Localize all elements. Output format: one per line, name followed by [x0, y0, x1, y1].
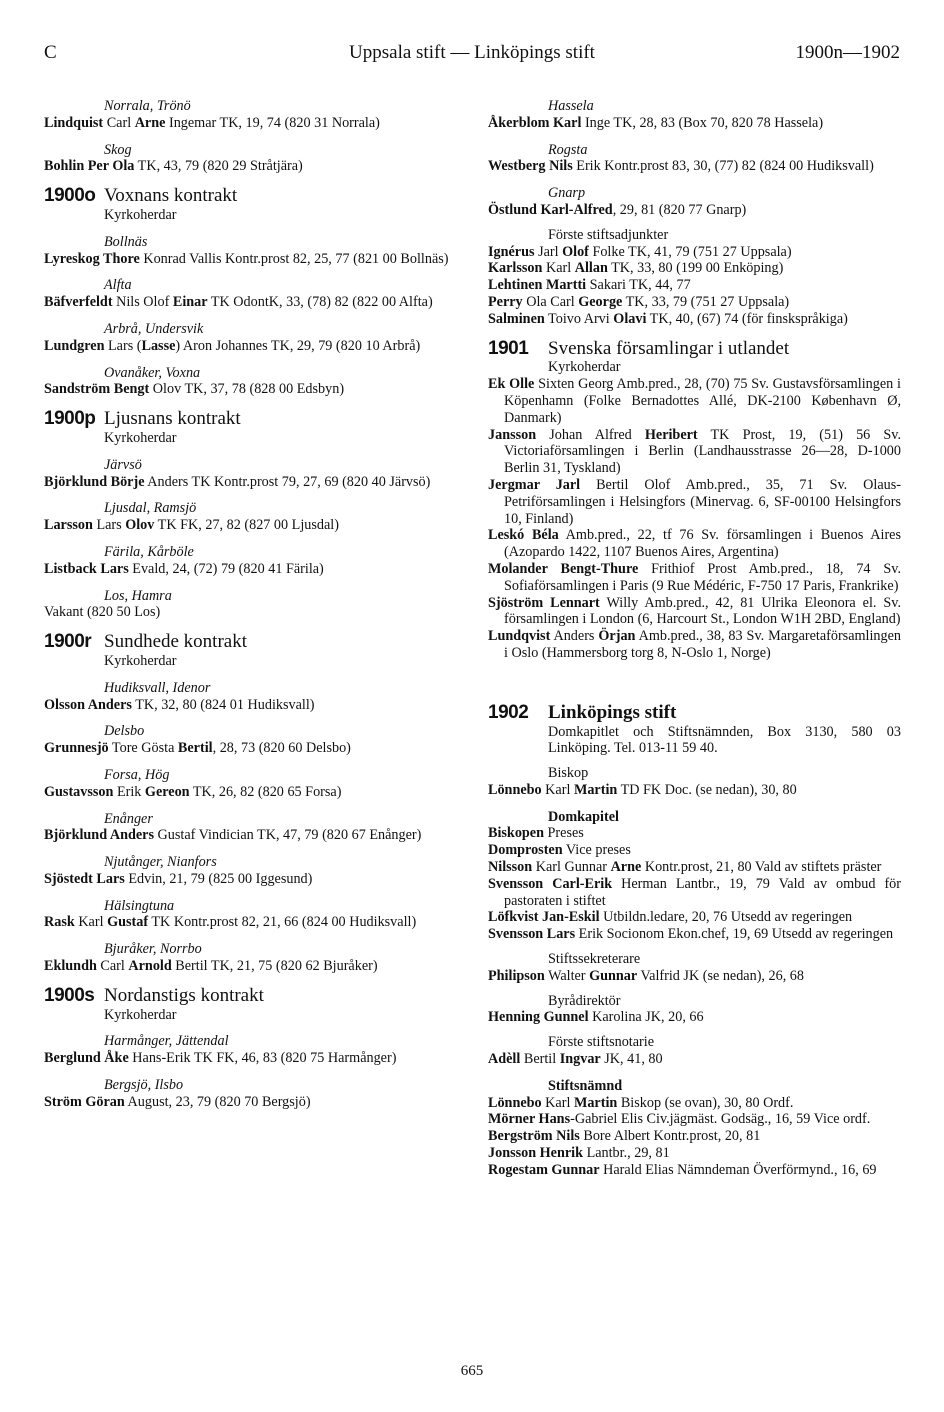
- name-bold: Lönnebo: [488, 781, 542, 798]
- domkapitel-entry: [488, 842, 901, 859]
- entry-text: TK OdontK, 33, (78) 82 (822 00 Alfta): [207, 294, 433, 311]
- name-bold: Listback Lars: [44, 560, 129, 577]
- name-bold: Arne: [134, 114, 166, 131]
- entry-text: Karl: [74, 914, 108, 931]
- section-subtitle: Kyrkoherdar: [104, 652, 177, 669]
- name-bold: Jansson: [488, 426, 537, 443]
- clergy-entry: [44, 958, 456, 975]
- clergy-entry: [488, 527, 901, 561]
- clergy-entry: [44, 517, 456, 534]
- name-bold: Salminen: [488, 310, 545, 327]
- page-number: 665: [460, 1363, 484, 1379]
- entry-text: Kontr.prost, 21, 80 Vald av stiftets präster: [641, 859, 882, 876]
- name-bold: Philipson: [488, 967, 545, 984]
- entry-text: TK FK, 27, 82 (827 00 Ljusdal): [154, 517, 339, 534]
- name-bold: Lehtinen Martti: [488, 277, 587, 294]
- parish-location: Ljusdal, Ramsjö: [104, 500, 197, 517]
- namnd-entry: [488, 1111, 901, 1128]
- entry-text: TK, 33, 79 (751 27 Uppsala): [622, 293, 790, 310]
- parish-location: Alfta: [104, 277, 132, 294]
- name-bold: Örjan: [598, 628, 636, 645]
- domkapitel-entry: [488, 859, 901, 876]
- clergy-entry: [488, 158, 901, 175]
- section-title: Svenska församlingar i utlandet: [548, 337, 790, 359]
- entry-text: Erik Socionom Ekon.chef, 19, 69 Utsedd av regeringen: [575, 926, 894, 943]
- entry-text: Preses: [544, 825, 584, 842]
- entry-text: , 28, 73 (820 60 Delsbo): [212, 740, 351, 757]
- name-bold: Bäfverfeldt: [44, 294, 113, 311]
- entry-text: JK, 41, 80: [600, 1051, 663, 1068]
- entry-text: Walter: [544, 967, 590, 984]
- entry-text: Olov TK, 37, 78 (828 00 Edsbyn): [149, 381, 345, 398]
- section-subtitle: Kyrkoherdar: [548, 359, 621, 376]
- entry-text: TK Kontr.prost 82, 21, 66 (824 00 Hudiksvall): [148, 914, 417, 931]
- entry-text: Karl: [541, 781, 574, 798]
- clergy-entry: [44, 474, 456, 491]
- section-heading: [44, 984, 456, 1006]
- entry-text: Folke TK, 41, 79 (751 27 Uppsala): [588, 243, 792, 260]
- entry-text: Bertil Olof Amb.pred., 35, 71 Sv. Olaus-Petriförsamlingen i Helsingfors (Minervag. 6, SF-00100 Helsingfors 10, Finland): [504, 476, 901, 527]
- left-column: [44, 98, 456, 1111]
- clergy-entry: [44, 1094, 456, 1111]
- clergy-entry: [488, 561, 901, 595]
- adjunkt-entry: [488, 244, 901, 261]
- entry-text: Amb.pred., 22, tf 76 Sv. församlingen i Buenos Aires (Azopardo 1422, 1107 Buenos Aires, Argentina): [504, 527, 901, 561]
- clergy-entry: [44, 381, 456, 398]
- parish-location: Hassela: [548, 98, 594, 114]
- entry-text: TK, 26, 82 (820 65 Forsa): [189, 783, 342, 800]
- section-title: Ljusnans kontrakt: [104, 408, 241, 430]
- clergy-entry: [44, 338, 456, 355]
- header-center: Uppsala stift — Linköpings stift: [349, 42, 595, 63]
- entry-text: Gustaf Vindician TK, 47, 79 (820 67 Enånger): [154, 827, 422, 844]
- name-bold: Molander Bengt-Thure: [488, 560, 639, 577]
- name-bold: Olov: [125, 517, 155, 534]
- entry-text: Willy Amb.pred., 42, 81 Ulrika Eleonora el. Sv. församlingen i London (6, Harcourt St., London W1H 2BD, England): [504, 594, 901, 628]
- adjunkt-entry: [488, 311, 901, 328]
- parish-location: Forsa, Hög: [104, 766, 170, 783]
- sekr-entry: [488, 968, 901, 985]
- clergy-entry: [44, 827, 456, 844]
- clergy-entry: [44, 1050, 456, 1067]
- name-bold: Åkerblom Karl: [488, 114, 582, 131]
- parish-location: Bergsjö, Ilsbo: [104, 1077, 184, 1094]
- entry-text: Karl: [542, 260, 575, 277]
- entry-text: -Gabriel Elis Civ.jägmäst. Godsäg., 16, 59 Vice ordf.: [570, 1111, 871, 1128]
- entry-text: Tore Gösta: [108, 740, 178, 757]
- section-number: 1900r: [44, 631, 92, 653]
- section-title: Sundhede kontrakt: [104, 631, 248, 653]
- entry-text: Bore Albert Kontr.prost, 20, 81: [579, 1128, 761, 1145]
- entry-text: Utbildn.ledare, 20, 76 Utsedd av regeringen: [599, 909, 853, 926]
- parish-location: Gnarp: [548, 185, 586, 202]
- clergy-entry: [488, 115, 901, 132]
- name-bold: Rogestam Gunnar: [488, 1161, 600, 1178]
- name-bold: Larsson: [44, 517, 93, 534]
- clergy-entry: [44, 740, 456, 757]
- entry-text: Carl: [96, 958, 129, 975]
- entry-text: Konrad Vallis Kontr.prost 82, 25, 77 (821 00 Bollnäs): [139, 250, 449, 267]
- adjunkt-entry: [488, 260, 901, 277]
- entry-text: Hans-Erik TK FK, 46, 83 (820 75 Harmånger): [128, 1050, 397, 1067]
- name-bold: Björklund Börje: [44, 473, 145, 490]
- parish-location: Norrala, Trönö: [104, 98, 191, 114]
- clergy-entry: [44, 784, 456, 801]
- name-bold: Karlsson: [488, 260, 543, 277]
- name-bold: Lundgren: [44, 337, 105, 354]
- biskop-entry: [488, 782, 901, 799]
- domkapitel-entry: [488, 909, 901, 926]
- biskop-label: Biskop: [548, 765, 589, 782]
- entry-text: Nils Olof: [112, 294, 173, 311]
- entry-text: Johan Alfred: [536, 426, 645, 443]
- entry-text: Vice preses: [562, 842, 631, 859]
- name-bold: Berglund Åke: [44, 1050, 129, 1067]
- entry-text: Edvin, 21, 79 (825 00 Iggesund): [124, 870, 313, 887]
- entry-text: Jarl: [534, 243, 563, 260]
- clergy-entry: [44, 871, 456, 888]
- entry-text: Anders TK Kontr.prost 79, 27, 69 (820 40 Järvsö): [144, 473, 431, 490]
- name-bold: Sjöström Lennart: [488, 594, 600, 611]
- clergy-entry: [44, 561, 456, 578]
- name-bold: Ingvar: [559, 1051, 601, 1068]
- clergy-entry: [44, 914, 456, 931]
- entry-text: Inge TK, 28, 83 (Box 70, 820 78 Hassela): [581, 114, 824, 131]
- entry-text: TD FK Doc. (se nedan), 30, 80: [617, 781, 797, 798]
- name-bold: Gereon: [144, 783, 190, 800]
- name-bold: Svensson Carl-Erik: [488, 875, 613, 892]
- adjunkt-entry: [488, 294, 901, 311]
- section-number: 1900p: [44, 408, 96, 430]
- domkapitel-entry: [488, 876, 901, 910]
- entry-text: Biskop (se ovan), 30, 80 Ordf.: [617, 1094, 794, 1111]
- entry-text: Valfrid JK (se nedan), 26, 68: [637, 967, 804, 984]
- name-bold: Nilsson: [488, 859, 533, 876]
- entry-text: Karl Gunnar: [532, 859, 611, 876]
- name-bold: Jergmar Jarl: [488, 476, 581, 493]
- name-bold: Bohlin Per Ola: [44, 158, 135, 175]
- sekr-label: Stiftssekreterare: [548, 951, 641, 968]
- entry-text: Ola Carl: [522, 293, 579, 310]
- clergy-entry: [488, 595, 901, 629]
- parish-location: Skog: [104, 141, 132, 158]
- entry-text: Lars: [92, 517, 126, 534]
- section-number: 1900o: [44, 185, 96, 207]
- name-bold: Perry: [488, 293, 523, 310]
- section-heading: [44, 631, 456, 653]
- section-title: Voxnans kontrakt: [104, 185, 238, 207]
- clergy-entry: [488, 628, 901, 662]
- name-bold: Domprosten: [488, 842, 563, 859]
- parish-location: Bollnäs: [104, 233, 148, 250]
- name-bold: Lönnebo: [488, 1094, 542, 1111]
- name-bold: Ignérus: [488, 243, 535, 260]
- clergy-entry: [488, 376, 901, 426]
- name-bold: Lyreskog Thore: [44, 250, 140, 267]
- name-bold: Henning Gunnel: [488, 1009, 589, 1026]
- clergy-entry: [488, 427, 901, 477]
- parish-location: Enånger: [104, 810, 153, 827]
- clergy-entry: [44, 697, 456, 714]
- clergy-entry: [44, 158, 456, 175]
- parish-location: Njutånger, Nianfors: [104, 854, 217, 871]
- entry-text: TK, 40, (67) 74 (för finskspråkiga): [646, 310, 848, 327]
- domkapitel-entry: [488, 825, 901, 842]
- section-heading: [44, 408, 456, 430]
- name-bold: Svensson Lars: [488, 926, 576, 943]
- entry-text: TK, 33, 80 (199 00 Enköping): [607, 260, 784, 277]
- section-title: Linköpings stift: [548, 701, 677, 723]
- section-subtitle: Kyrkoherdar: [104, 1006, 177, 1023]
- entry-text: Evald, 24, (72) 79 (820 41 Färila): [128, 560, 324, 577]
- entry-text: ) Aron Johannes TK, 29, 79 (820 10 Arbrå): [175, 337, 421, 354]
- domkapitel-label: Domkapitel: [548, 808, 619, 825]
- header-left: C: [44, 42, 57, 63]
- namnd-entry: [488, 1145, 901, 1162]
- name-bold: Bergström Nils: [488, 1128, 580, 1145]
- name-bold: Allan: [574, 260, 608, 277]
- entry-text: Lantbr., 29, 81: [583, 1145, 670, 1162]
- name-bold: Löfkvist Jan-Eskil: [488, 909, 600, 926]
- name-bold: Ek Olle: [488, 376, 535, 393]
- namnd-label: Stiftsnämnd: [548, 1077, 623, 1094]
- entry-text: Ingemar TK, 19, 74 (820 31 Norrala): [165, 114, 380, 131]
- entry-text: TK Prost, 19, (51) 56 Sv. Victoriaförsamlingen i Berlin (Landhausstrasse 26—28, D-1000 Berlin 31, Tyskland): [504, 426, 901, 477]
- entry-text: Sakari TK, 44, 77: [586, 277, 691, 294]
- byra-label: Byrådirektör: [548, 992, 621, 1009]
- header-right: 1900n—1902: [795, 42, 900, 63]
- section-title: Nordanstigs kontrakt: [104, 984, 264, 1006]
- entry-text: Vakant (820 50 Los): [44, 604, 161, 621]
- page-header: [0, 0, 944, 72]
- clergy-entry: [44, 251, 456, 268]
- name-bold: Ström Göran: [44, 1093, 125, 1110]
- clergy-entry: [488, 477, 901, 527]
- entry-text: Sixten Georg Amb.pred., 28, (70) 75 Sv. Gustavsförsamlingen i Köpenhamn (Folke Bernadottes Allé, DK-2100 København Ø, Danmark): [504, 376, 901, 426]
- entry-text: Herman Lantbr., 19, 79 Vald av ombud för pastoraten i stiftet: [504, 875, 901, 909]
- entry-text: Harald Elias Nämndeman Överförmynd., 16, 69: [599, 1161, 877, 1178]
- name-bold: Björklund Anders: [44, 827, 154, 844]
- section-number: 1901: [488, 337, 529, 359]
- byra-entry: [488, 1009, 901, 1026]
- entry-text: August, 23, 79 (820 70 Bergsjö): [124, 1093, 311, 1110]
- section-subtitle: Kyrkoherdar: [104, 206, 177, 223]
- parish-location: Delsbo: [104, 723, 145, 740]
- entry-text: Toivo Arvi: [544, 310, 614, 327]
- parish-location: Hälsingtuna: [104, 897, 175, 914]
- notarie-entry: [488, 1051, 901, 1068]
- notarie-label: Förste stiftsnotarie: [548, 1034, 654, 1051]
- parish-location: Ovanåker, Voxna: [104, 364, 201, 381]
- spacer: [488, 662, 901, 692]
- name-bold: Sandström Bengt: [44, 381, 150, 398]
- name-bold: Sjöstedt Lars: [44, 870, 125, 887]
- section-subtitle: Kyrkoherdar: [104, 429, 177, 446]
- section-heading: [44, 185, 456, 207]
- namnd-entry: [488, 1162, 901, 1179]
- entry-text: Bertil TK, 21, 75 (820 62 Bjuråker): [171, 958, 378, 975]
- parish-location: Los, Hamra: [104, 587, 172, 604]
- parish-location: Harmånger, Jättendal: [104, 1033, 229, 1050]
- name-bold: Grunnesjö: [44, 740, 109, 757]
- entry-text: Karl: [541, 1094, 574, 1111]
- entry-text: TK, 43, 79 (820 29 Stråtjära): [134, 158, 303, 175]
- name-bold: Biskopen: [488, 825, 544, 842]
- section-number: 1900s: [44, 984, 95, 1006]
- name-bold: Leskó Béla: [488, 527, 559, 544]
- name-bold: Östlund Karl-Alfred: [488, 201, 613, 218]
- clergy-entry: [44, 604, 456, 621]
- entry-text: TK, 32, 80 (824 01 Hudiksvall): [131, 696, 315, 713]
- clergy-entry: [44, 115, 456, 132]
- entry-text: Carl: [103, 114, 135, 131]
- name-bold: Westberg Nils: [488, 158, 573, 175]
- name-bold: Einar: [172, 294, 208, 311]
- name-bold: Gunnar: [589, 967, 638, 984]
- entry-text: Frithiof Prost Amb.pred., 18, 74 Sv. Sofiaförsamlingen i Paris (9 Rue Médéric, F-750 17 Paris, Frankrike): [504, 560, 902, 594]
- name-bold: Bertil: [177, 740, 213, 757]
- parish-location: Arbrå, Undersvik: [104, 320, 204, 337]
- entry-text: Erik: [113, 783, 145, 800]
- name-bold: Arnold: [128, 958, 172, 975]
- name-bold: Arne: [610, 859, 642, 876]
- name-bold: Lindquist: [44, 114, 104, 131]
- section-heading: [488, 337, 901, 359]
- name-bold: Gustaf: [107, 914, 149, 931]
- name-bold: Mörner Hans: [488, 1111, 571, 1128]
- name-bold: Rask: [44, 914, 75, 931]
- entry-text: , 29, 81 (820 77 Gnarp): [612, 201, 747, 218]
- name-bold: Lasse: [141, 337, 176, 354]
- adjunkt-entry: [488, 277, 901, 294]
- name-bold: Olof: [562, 243, 589, 260]
- name-bold: Gustavsson: [44, 783, 114, 800]
- namnd-entry: [488, 1095, 901, 1112]
- parish-location: Färila, Kårböle: [104, 543, 194, 560]
- adjunkter-label: Förste stiftsadjunkter: [548, 226, 669, 243]
- domkapitel-entry: [488, 926, 901, 943]
- name-bold: George: [578, 293, 623, 310]
- entry-text: Erik Kontr.prost 83, 30, (77) 82 (824 00 Hudiksvall): [572, 158, 874, 175]
- name-bold: Olsson Anders: [44, 696, 132, 713]
- entry-text: Amb.pred., 38, 83 Sv. Margaretaförsamlingen i Oslo (Hammersborg torg 8, N-Oslo 1, Norge): [504, 628, 901, 661]
- name-bold: Olavi: [613, 310, 647, 327]
- clergy-entry: [44, 294, 456, 311]
- parish-location: Bjuråker, Norrbo: [104, 941, 202, 958]
- namnd-entry: [488, 1128, 901, 1145]
- name-bold: Jonsson Henrik: [488, 1145, 584, 1162]
- parish-location: Hudiksvall, Idenor: [104, 679, 211, 696]
- name-bold: Heribert: [644, 426, 698, 443]
- name-bold: Adèll: [488, 1051, 521, 1068]
- entry-text: Lars (: [104, 337, 142, 354]
- parish-location: Järvsö: [104, 456, 142, 473]
- name-bold: Eklundh: [44, 958, 97, 975]
- right-column: [488, 98, 901, 1179]
- entry-text: Anders: [550, 628, 599, 645]
- section-heading: [488, 701, 901, 723]
- name-bold: Lundqvist: [488, 628, 551, 645]
- entry-text: Bertil: [520, 1051, 560, 1068]
- name-bold: Martin: [573, 781, 618, 798]
- stift-intro: Domkapitlet och Stiftsnämnden, Box 3130, 580 03 Linköping. Tel. 013-11 59 40.: [548, 723, 901, 757]
- name-bold: Martin: [573, 1094, 618, 1111]
- entry-text: Karolina JK, 20, 66: [588, 1009, 704, 1026]
- clergy-entry: [488, 202, 901, 219]
- section-number: 1902: [488, 701, 529, 723]
- parish-location: Rogsta: [548, 141, 588, 158]
